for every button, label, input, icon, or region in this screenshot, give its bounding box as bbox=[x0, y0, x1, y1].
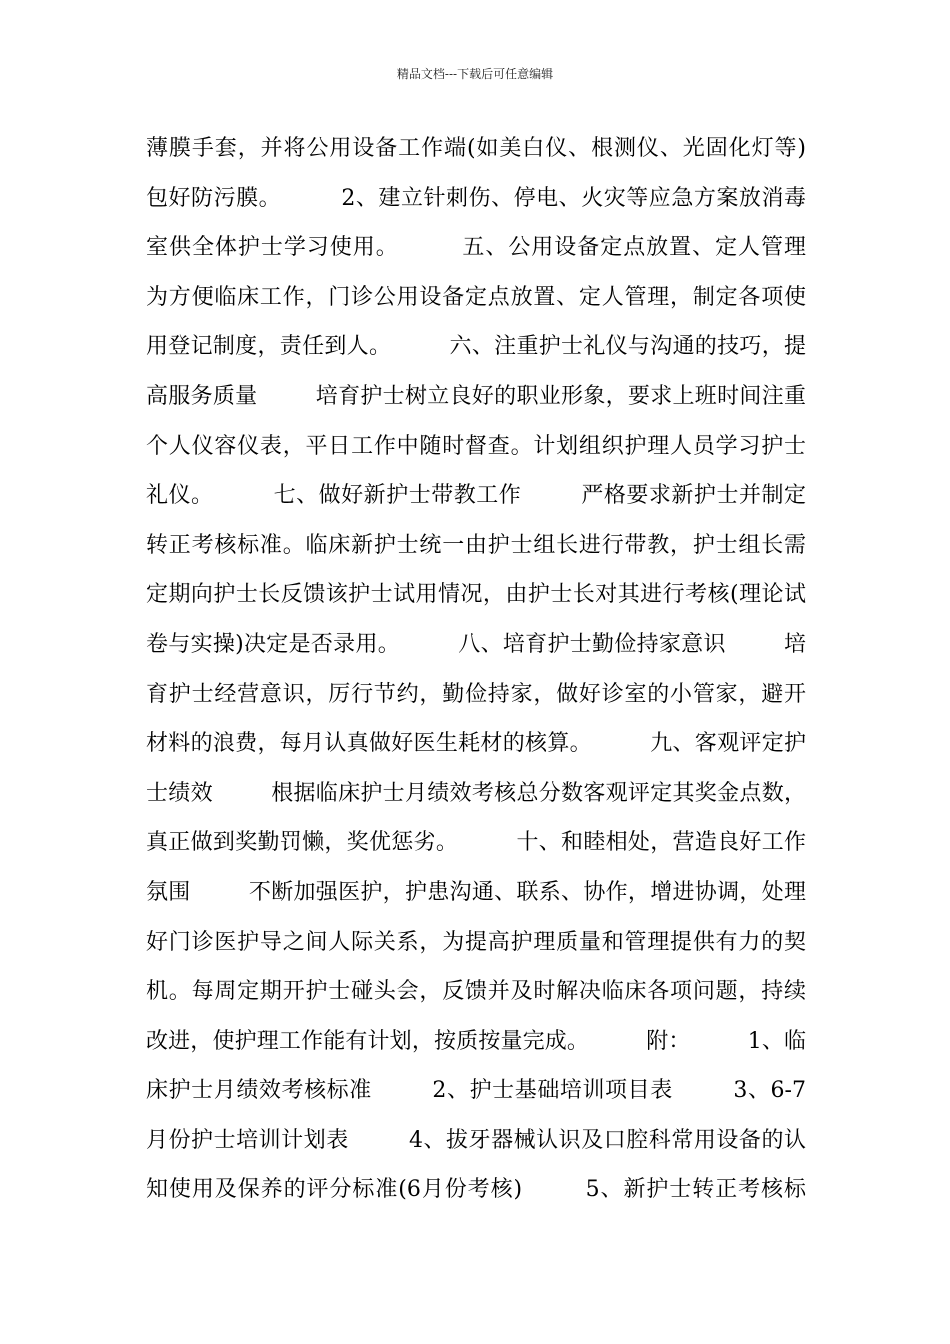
page-header: 精品文档---下载后可任意编辑 bbox=[396, 67, 554, 81]
text-line: 个人仪容仪表，平日工作中随时督查。计划组织护理人员学习护士 bbox=[146, 433, 806, 459]
text-line: 卷与实操)决定是否录用。 八、培育护士勤俭持家意识 培 bbox=[146, 631, 806, 657]
body-text bbox=[146, 130, 806, 1221]
text-line: 月份护士培训计划表 4、拔牙器械认识及口腔科常用设备的认 bbox=[146, 1127, 806, 1153]
text-line: 改进，使护理工作能有计划，按质按量完成。 附： 1、临 bbox=[146, 1028, 806, 1054]
text-line: 高服务质量 培育护士树立良好的职业形象，要求上班时间注重 bbox=[146, 383, 806, 409]
text-line: 知使用及保养的评分标准(6月份考核) 5、新护士转正考核标 bbox=[146, 1177, 806, 1203]
text-line: 育护士经营意识，厉行节约，勤俭持家，做好诊室的小管家，避开 bbox=[146, 681, 806, 707]
text-line: 真正做到奖勤罚懒，奖优惩劣。 十、和睦相处，营造良好工作 bbox=[146, 830, 806, 856]
text-line: 包好防污膜。 2、建立针刺伤、停电、火灾等应急方案放消毒 bbox=[146, 185, 806, 211]
text-line: 用登记制度，责任到人。 六、注重护士礼仪与沟通的技巧，提 bbox=[146, 334, 806, 360]
text-line: 礼仪。 七、做好新护士带教工作 严格要求新护士并制定 bbox=[146, 483, 806, 509]
text-line: 床护士月绩效考核标准 2、护士基础培训项目表 3、6-7 bbox=[146, 1078, 806, 1104]
text-line: 士绩效 根据临床护士月绩效考核总分数客观评定其奖金点数， bbox=[146, 780, 806, 806]
text-line: 室供全体护士学习使用。 五、公用设备定点放置、定人管理 bbox=[146, 235, 806, 261]
text-line: 薄膜手套，并将公用设备工作端(如美白仪、根测仪、光固化灯等) bbox=[146, 136, 806, 161]
text-line: 转正考核标准。临床新护士统一由护士组长进行带教，护士组长需 bbox=[146, 532, 806, 558]
text-line: 材料的浪费，每月认真做好医生耗材的核算。 九、客观评定护 bbox=[146, 731, 806, 757]
text-line: 好门诊医护导之间人际关系，为提高护理质量和管理提供有力的契 bbox=[146, 929, 806, 955]
text-line: 为方便临床工作，门诊公用设备定点放置、定人管理，制定各项使 bbox=[146, 284, 806, 310]
text-line: 氛围 不断加强医护，护患沟通、联系、协作，增进协调，处理 bbox=[146, 879, 806, 905]
text-line: 机。每周定期开护士碰头会，反馈并及时解决临床各项问题，持续 bbox=[146, 979, 806, 1005]
text-line: 定期向护士长反馈该护士试用情况，由护士长对其进行考核(理论试 bbox=[146, 582, 806, 608]
